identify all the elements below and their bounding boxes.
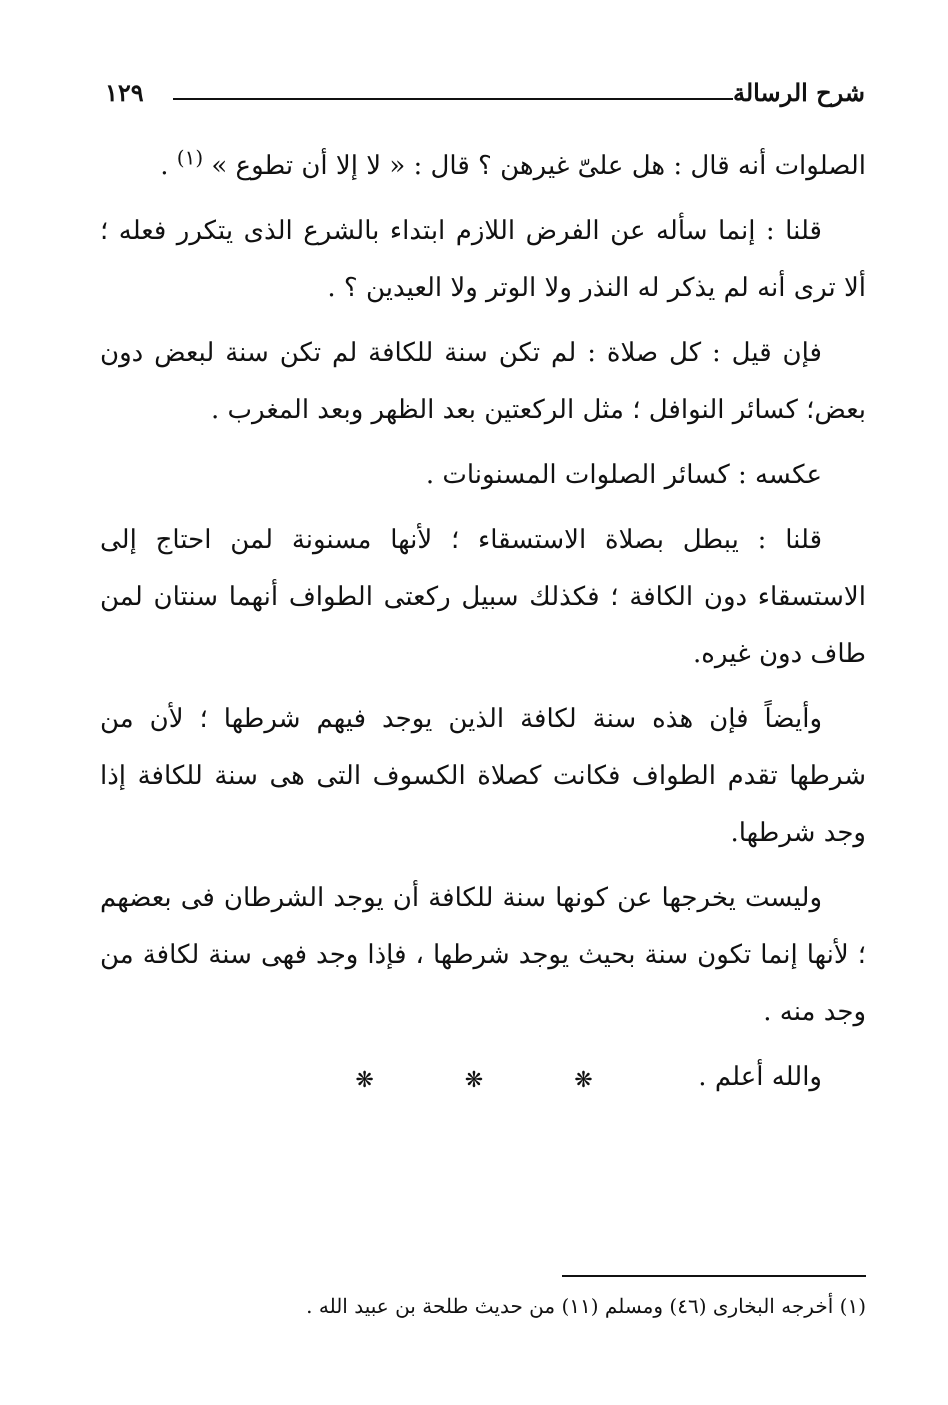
paragraph-8: والله أعلم . bbox=[698, 1062, 822, 1092]
running-header bbox=[105, 78, 865, 118]
paragraph-4: عكسه : كسائر الصلوات المسنونات . bbox=[425, 460, 822, 490]
footnote-1: (١) أخرجه البخارى (٤٦) ومسلم (١١) من حديث طلحة بن عبيد الله . bbox=[306, 1294, 866, 1318]
section-separator bbox=[0, 1068, 948, 1093]
ornament-icon: ❋ bbox=[574, 1068, 635, 1093]
paragraph-6: وأيضاً فإن هذه سنة لكافة الذين يوجد فيهم شرطها ؛ لأن من شرطها تقدم الطواف فكانت كصلاة الكسوف التى هى سنة للكافة إذا وجد شرطها. bbox=[100, 704, 866, 848]
header-rule bbox=[173, 98, 733, 100]
body-text bbox=[100, 138, 866, 1114]
paragraph-2: قلنا : إنما سأله عن الفرض اللازم ابتداء بالشرع الذى يتكرر فعله ؛ ألا ترى أنه لم يذكر له النذر ولا الوتر ولا العيدين ؟ . bbox=[100, 216, 866, 303]
paragraph-3: فإن قيل : كل صلاة : لم تكن سنة للكافة لم تكن سنة لبعض دون بعض؛ كسائر النوافل ؛ مثل الركعتين بعد الظهر وبعد المغرب . bbox=[100, 338, 866, 425]
ornament-icon: ❋ bbox=[355, 1068, 416, 1093]
paragraph-5: قلنا : يبطل بصلاة الاستسقاء ؛ لأنها مسنونة لمن احتاج إلى الاستسقاء دون الكافة ؛ فكذلك سبيل ركعتى الطواف أنهما سنتان لمن طاف دون غيره. bbox=[100, 525, 866, 669]
footnote-rule bbox=[562, 1275, 866, 1277]
paragraph-1 bbox=[100, 138, 866, 195]
page-number: ١٢٩ bbox=[105, 78, 144, 107]
footnote-reference: (١) bbox=[176, 145, 204, 170]
paragraph-7: وليست يخرجها عن كونها سنة للكافة أن يوجد الشرطان فى بعضهم ؛ لأنها إنما تكون سنة بحيث يوجد شرطها ، فإذا وجد فهى سنة لكافة من وجد منه . bbox=[100, 883, 866, 1027]
header-title: شرح الرسالة bbox=[732, 78, 865, 107]
paragraph-text: الصلوات أنه قال : هل علىّ غيرهن ؟ قال : « لا إلا أن تطوع » bbox=[203, 151, 866, 181]
ornament-icon: ❋ bbox=[464, 1068, 526, 1093]
paragraph-trailing-punctuation: . bbox=[160, 151, 177, 181]
